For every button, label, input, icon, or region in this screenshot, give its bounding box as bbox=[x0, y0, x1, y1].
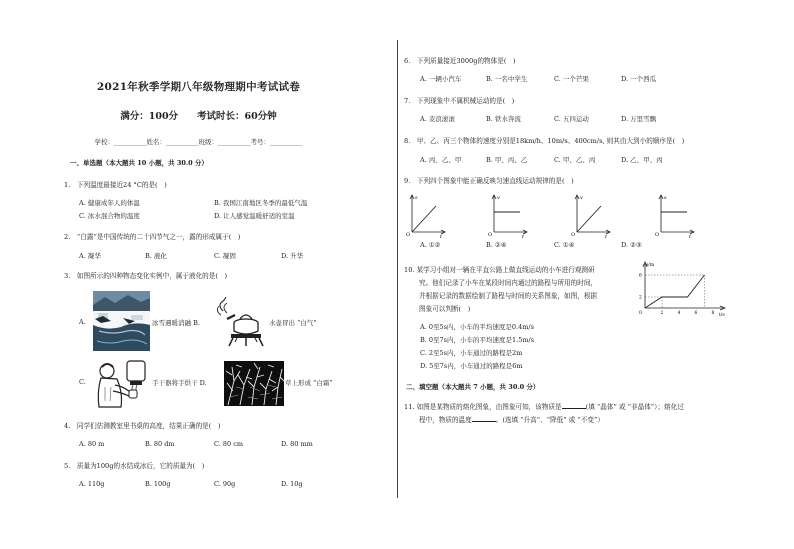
q11-line-1b: (填 “晶体” 或 “非晶体”）；熔化过 bbox=[585, 403, 684, 411]
q10-xtick: 4 bbox=[677, 311, 681, 316]
kettle-image bbox=[213, 297, 268, 347]
q10-line-2: 究。他们记录了小车在某段时间内通过的路程与所用的时间， bbox=[419, 279, 598, 287]
q11-line-2b: 。(选填 “升高”、“降低” 或 “不变”） bbox=[495, 416, 604, 424]
q2-option-c: C. 凝固 bbox=[214, 252, 236, 260]
q11-line-2 bbox=[419, 414, 604, 424]
q6-stem: 6. 下列质量接近3000g的物体是( ) bbox=[404, 57, 516, 65]
q11-line-1 bbox=[404, 401, 684, 411]
q3-text-c: 手干器将手烘干 D. bbox=[152, 379, 207, 387]
q8-option-d: D. 乙、甲、丙 bbox=[621, 156, 663, 164]
q9-graph-1 bbox=[406, 192, 446, 238]
q3-text-a: 冰雪遇暖消融 B. bbox=[152, 319, 200, 327]
q8-option-b: B. 甲、丙、乙 bbox=[486, 156, 528, 164]
q9-g2-xlabel: t bbox=[522, 234, 525, 238]
q2-stem: 2. “白露”是中国传统的二十四节气之一，露的形成属于( ) bbox=[64, 233, 241, 241]
q10-xtick: 6 bbox=[694, 311, 698, 316]
q4-option-d: D. 80 mm bbox=[281, 440, 313, 448]
q9-option-d: D. ②③ bbox=[621, 241, 642, 249]
q8-option-a: A. 丙、乙、甲 bbox=[420, 156, 462, 164]
q5-option-c: C. 90g bbox=[214, 480, 236, 488]
q10-chart bbox=[637, 258, 729, 320]
q3-label-a: A. bbox=[79, 318, 86, 326]
q1-stem: 1. 下列温度最接近24 °C的是( ) bbox=[64, 181, 167, 189]
q10-chart-line bbox=[645, 275, 705, 308]
q9-g2-ylabel: v bbox=[497, 195, 500, 201]
q4-option-b: B. 80 dm bbox=[145, 440, 175, 448]
q6-option-d: D. 一个西瓜 bbox=[621, 75, 657, 83]
q7-stem: 7. 下列现象中不属机械运动的是( ) bbox=[404, 97, 515, 105]
q9-graph-2 bbox=[488, 192, 528, 238]
q9-g1-xlabel: t bbox=[440, 234, 443, 238]
q2-option-a: A. 凝华 bbox=[79, 252, 101, 260]
q7-option-d: D. 万里雪飘 bbox=[621, 115, 657, 123]
q9-option-c: C. ①④ bbox=[554, 241, 575, 249]
q10-line-1: 10. 某学习小组对一辆在平直公路上做直线运动的小车进行观测研 bbox=[404, 266, 595, 274]
q11-line-2a: 程中，物质的温度 bbox=[419, 416, 472, 424]
q4-stem: 4. 同学们估测教室里书桌的高度，结果正确的是( ) bbox=[64, 422, 221, 430]
q10-xtick: 2 bbox=[660, 311, 664, 316]
q9-g1-origin: O bbox=[406, 232, 411, 238]
q1-option-a: A. 健康成年人的体温 bbox=[79, 199, 140, 207]
q7-option-a: A. 麦浪滚滚 bbox=[420, 115, 455, 123]
q9-g3-ylabel: v bbox=[580, 195, 583, 201]
frost-image bbox=[224, 361, 284, 406]
q9-stem: 9. 下列四个图象中能正确反映匀速直线运动规律的是( ) bbox=[404, 177, 574, 185]
section-fill-blank: 二、填空题（本大题共 7 小题，共 30.0 分） bbox=[406, 383, 540, 391]
q9-g4-origin: O bbox=[655, 232, 660, 238]
q9-g4-xlabel: t bbox=[689, 234, 692, 238]
q9-graph-3 bbox=[571, 192, 611, 238]
section-single-choice: 一、单选题（本大题共 10 小题，共 30.0 分） bbox=[70, 159, 208, 167]
q2-option-b: B. 液化 bbox=[145, 252, 167, 260]
ice-melting-image bbox=[93, 291, 150, 351]
q4-option-c: C. 80 cm bbox=[214, 440, 244, 448]
q7-option-b: B. 铁水奔流 bbox=[486, 115, 521, 123]
q5-option-a: A. 110g bbox=[79, 480, 105, 488]
score-time: 满分：100分 考试时长：60分钟 bbox=[120, 111, 277, 122]
q5-option-b: B. 100g bbox=[145, 480, 171, 488]
q8-stem: 8. 甲、乙、丙三个物体的速度分别是18km/h、10m/s、400cm/s, 则其由大到小的顺序是( ) bbox=[404, 137, 685, 145]
q10-ytick: 6 bbox=[639, 273, 642, 279]
q9-g4-ylabel: s bbox=[664, 195, 667, 201]
q10-option-b: B. 0至7s内，小车的平均速度是1.5m/s bbox=[420, 336, 535, 344]
q5-option-d: D. 10g bbox=[281, 480, 303, 488]
q9-g3-xlabel: t bbox=[605, 234, 608, 238]
exam-title: 2021年秋季学期八年级物理期中考试试卷 bbox=[96, 81, 301, 93]
q10-xtick: 8 bbox=[711, 311, 715, 316]
q3-label-c: C. bbox=[79, 378, 86, 386]
q1-option-b: B. 我国江南地区冬季的最低气温 bbox=[214, 199, 308, 207]
q3-text-d: 草上形成 “白霜” bbox=[285, 379, 333, 387]
q5-stem: 5. 质量为100g的水结成冰后，它的质量为( ) bbox=[64, 462, 205, 470]
q9-g1-ylabel: s bbox=[415, 195, 418, 201]
q6-option-c: C. 一个芒果 bbox=[554, 75, 589, 83]
q7-option-c: C. 五四运动 bbox=[554, 115, 589, 123]
q10-option-c: C. 2至5s内，小车通过的路程是2m bbox=[420, 349, 523, 357]
q3-text-b: 水壶冒出 “白气” bbox=[269, 319, 317, 327]
q6-option-b: B. 一名中学生 bbox=[486, 75, 528, 83]
q10-line-3: 并根据记录的数据绘制了路程与时间的关系图象，如图，根据 bbox=[419, 292, 598, 300]
q11-blank-2[interactable] bbox=[472, 415, 496, 422]
q10-xlabel: t/s bbox=[719, 313, 725, 318]
q10-origin: 0 bbox=[639, 311, 642, 316]
q11-blank-1[interactable] bbox=[562, 402, 586, 409]
q10-option-a: A. 0至5s内，小车的平均速度是0.4m/s bbox=[420, 323, 534, 331]
q10-line-4: 图象可以判断( ) bbox=[419, 305, 471, 313]
q9-option-b: B. ②④ bbox=[486, 241, 507, 249]
q4-option-a: A. 80 m bbox=[79, 440, 105, 448]
q9-graph-4 bbox=[655, 192, 695, 238]
q3-stem: 3. 如图所示的四种物态变化实例中，属于液化的是( ) bbox=[64, 272, 228, 280]
q1-option-c: C. 冰水混合物的温度 bbox=[79, 212, 140, 220]
q9-g2-origin: O bbox=[488, 232, 493, 238]
q11-line-1a: 11. 如图是某物质的熔化图象，由图象可知，该物质是 bbox=[404, 403, 562, 411]
q9-g3-origin: O bbox=[571, 232, 576, 238]
q10-option-d: D. 5至7s内，小车通过的路程是6m bbox=[420, 362, 523, 370]
q6-option-a: A. 一辆小汽车 bbox=[420, 75, 462, 83]
column-divider bbox=[397, 40, 398, 498]
hand-dryer-image bbox=[93, 357, 150, 409]
q8-option-c: C. 甲、乙、丙 bbox=[554, 156, 596, 164]
q1-option-d: D. 让人感觉温暖舒适的室温 bbox=[214, 212, 295, 220]
q10-ytick: 2 bbox=[639, 295, 642, 301]
q10-ylabel: s/m bbox=[646, 263, 655, 268]
student-info-line: 学校：__________姓名：__________班级：__________考号：__________ bbox=[94, 138, 303, 146]
q9-option-a: A. ①② bbox=[420, 241, 441, 249]
q2-option-d: D. 升华 bbox=[281, 252, 304, 260]
